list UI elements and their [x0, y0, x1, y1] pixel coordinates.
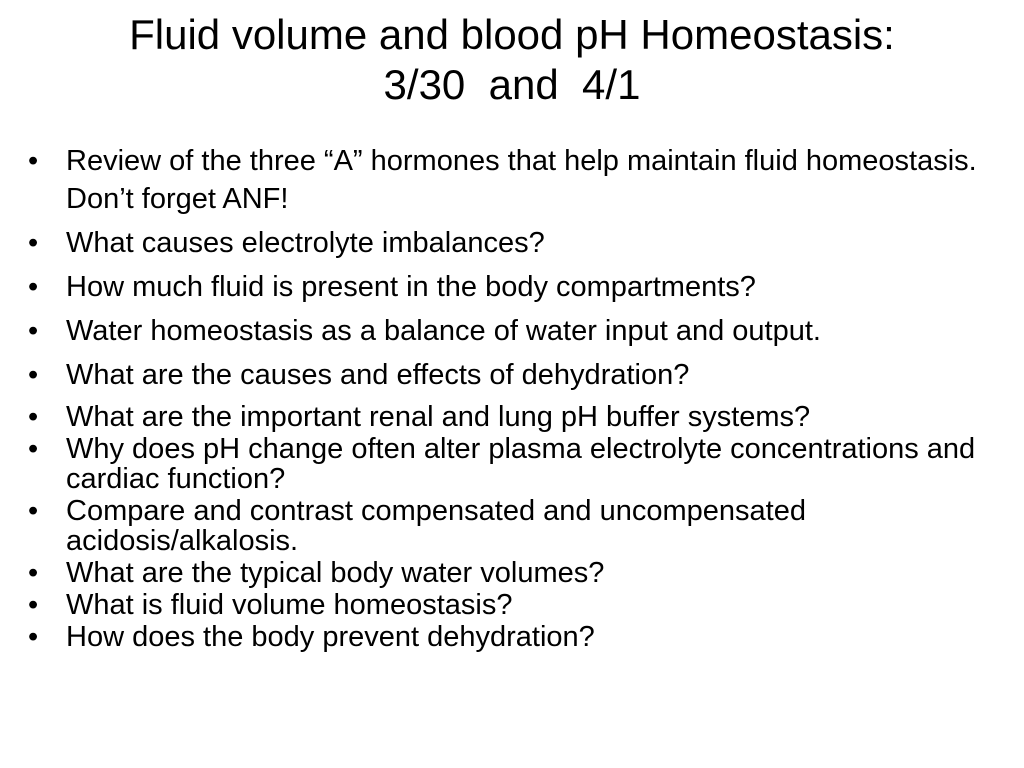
bullet-text: What is fluid volume homeostasis? — [66, 589, 513, 621]
bullet-item — [24, 358, 1004, 392]
bullet-icon: • — [28, 271, 39, 303]
slide-title — [0, 10, 1024, 110]
bullet-icon: • — [28, 433, 39, 465]
bullet-icon: • — [28, 315, 39, 347]
bullet-item — [24, 142, 1004, 218]
slide-title-line-1: Fluid volume and blood pH Homeostasis: — [129, 11, 895, 58]
slide-title-line-2: 3/30 and 4/1 — [383, 61, 641, 108]
bullet-icon: • — [28, 621, 39, 653]
bullet-item — [24, 558, 1004, 588]
bullet-icon: • — [28, 557, 39, 589]
bullet-item — [24, 314, 1004, 348]
bullet-text: What are the important renal and lung pH buffer systems? — [66, 401, 811, 433]
bullet-icon: • — [28, 589, 39, 621]
bullet-list — [24, 142, 1004, 654]
bullet-icon: • — [28, 401, 39, 433]
bullet-item — [24, 434, 1004, 494]
bullet-icon: • — [28, 359, 39, 391]
bullet-text: What are the typical body water volumes? — [66, 557, 605, 589]
bullet-icon: • — [28, 227, 39, 259]
bullet-icon: • — [28, 145, 39, 177]
bullet-icon: • — [28, 495, 39, 527]
bullet-text: Compare and contrast compensated and uncompensated acidosis/alkalosis. — [66, 495, 806, 557]
bullet-text: Review of the three “A” hormones that help maintain fluid homeostasis. Don’t forget ANF! — [66, 145, 977, 215]
bullet-text: What are the causes and effects of dehydration? — [66, 359, 690, 391]
bullet-item — [24, 590, 1004, 620]
bullet-item — [24, 402, 1004, 432]
bullet-item — [24, 496, 1004, 556]
bullet-item — [24, 622, 1004, 652]
bullet-item — [24, 270, 1004, 304]
bullet-text: What causes electrolyte imbalances? — [66, 227, 545, 259]
bullet-text: Water homeostasis as a balance of water input and output. — [66, 315, 821, 347]
bullet-text: How much fluid is present in the body compartments? — [66, 271, 756, 303]
bullet-item — [24, 226, 1004, 260]
bullet-text: Why does pH change often alter plasma electrolyte concentrations and cardiac function? — [66, 433, 976, 495]
bullet-text: How does the body prevent dehydration? — [66, 621, 595, 653]
